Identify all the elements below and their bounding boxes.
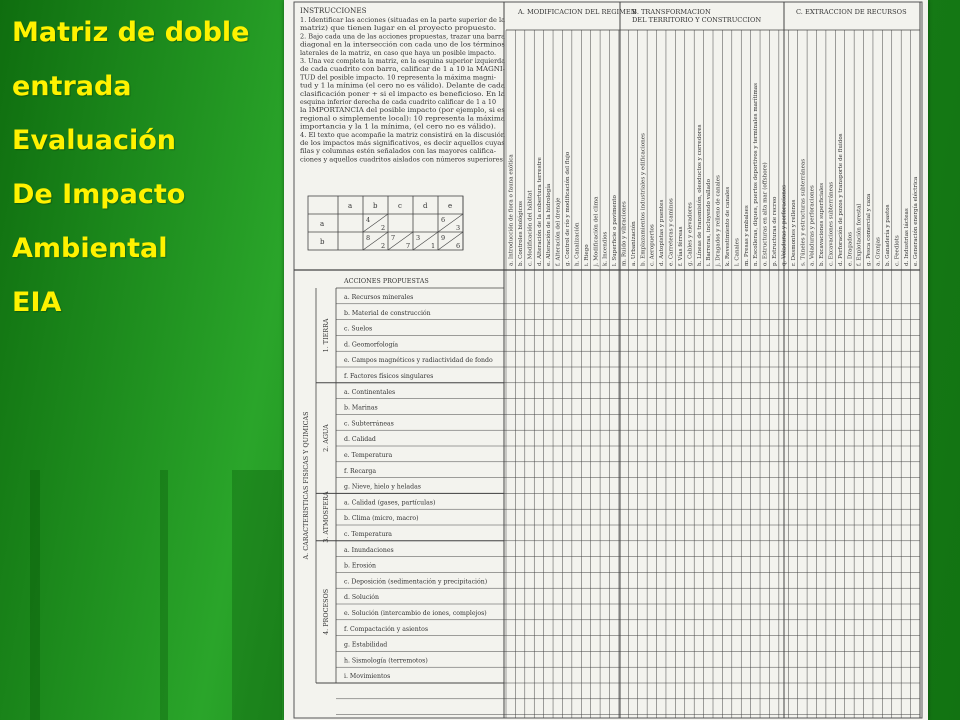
row-header-label: b. Erosión xyxy=(344,562,376,570)
instructions-line: 3. Una vez completa la matriz, en la esquina superior izquierda xyxy=(300,58,506,65)
column-header-label: i. Riego xyxy=(583,244,590,266)
slide-title-line: Matriz de doble xyxy=(12,17,250,48)
column-header-label: h. Canalización xyxy=(574,222,581,266)
column-header-label: j. Dragados y relleno de canales xyxy=(715,175,722,266)
column-header-label: h. Líneas de transmisión, oleoductos y corredores xyxy=(696,124,703,266)
instructions-line: matriz) que tienen lugar en el proyecto propuesto. xyxy=(300,25,497,33)
example-magnitude: 4 xyxy=(366,216,371,224)
row-header-label: c. Temperatura xyxy=(344,531,392,538)
column-header-label: g. Control de río y modificación del flujo xyxy=(565,151,572,266)
column-header-label: b. Emplazamientos industriales y edificaciones xyxy=(640,133,647,266)
instructions-line: regional o simplemente local): 10 representa la máxima xyxy=(300,115,506,123)
instructions-line: TUD del posible impacto. 10 representa la máxima magni- xyxy=(300,74,496,82)
column-header-label: e. Generación energía eléctrica xyxy=(913,176,920,266)
example-grid xyxy=(308,196,463,250)
column-header-label: b. Excavaciones superficiales xyxy=(819,182,826,266)
slide-title-line: EIA xyxy=(12,287,62,318)
column-header-label: c. Modificación del hábitat xyxy=(527,190,534,266)
column-group-label: B. TRANSFORMACION xyxy=(632,8,711,16)
slide-title-line: entrada xyxy=(12,71,132,102)
instructions-line: filas y columnas estén señalados con las mayores califica- xyxy=(300,148,496,156)
row-group-label: 4. PROCESOS xyxy=(322,588,330,635)
column-header-label: b. Controles biológicos xyxy=(517,200,524,266)
row-header-label: d. Solución xyxy=(344,594,379,602)
slide-title-line: Ambiental xyxy=(12,233,168,264)
row-header-label: d. Geomorfología xyxy=(344,341,399,349)
row-header-label: c. Suelos xyxy=(344,325,373,333)
column-header-label: a. Urbanización xyxy=(630,221,637,266)
column-header-label: b. Ganadería y pastos xyxy=(884,204,891,266)
example-magnitude: 3 xyxy=(416,234,421,242)
column-header-label: d. Perforación de pozos y transporte de fluidos xyxy=(837,133,844,266)
example-importance: 2 xyxy=(381,224,386,232)
column-header-label: f. Alteración del drenaje xyxy=(555,197,562,266)
example-importance: 6 xyxy=(456,242,461,250)
column-header-label: p. Estructuras de recreo xyxy=(772,196,779,266)
row-group-label: 3. ATMOSFERA xyxy=(322,491,330,543)
column-header-label: l. Superficie o pavimento xyxy=(612,195,619,266)
example-magnitude: 7 xyxy=(391,234,396,242)
row-header-label: g. Nieve, hielo y heladas xyxy=(344,483,421,491)
slide-title xyxy=(12,6,274,330)
instructions-line: de los impactos más significativos, es decir aquellos cuyas xyxy=(300,140,505,147)
row-group-label: 1. TIERRA xyxy=(322,318,330,353)
column-header-label: g. Pesca comercial y caza xyxy=(866,193,873,266)
example-magnitude: 8 xyxy=(366,234,371,242)
instructions-line: laterales de la matriz, en caso que haya un posible impacto. xyxy=(300,49,497,57)
row-header-label: h. Sismología (terremotos) xyxy=(344,657,428,665)
row-header-label: a. Recursos minerales xyxy=(344,294,414,301)
column-header-label: m. Ruido y vibraciones xyxy=(621,201,628,266)
example-magnitude: 9 xyxy=(441,234,446,242)
row-header-label: e. Temperatura xyxy=(344,452,393,459)
column-header-label: a. Granjas xyxy=(875,237,882,266)
outer-category-label: A. CARACTERISTICAS FISICAS Y QUIMICAS xyxy=(302,411,310,560)
example-column-label: a xyxy=(348,202,353,210)
column-header-label: e. Carreteras y caminos xyxy=(668,198,675,266)
row-header-label: c. Subterráneas xyxy=(344,420,394,428)
row-header-label: i. Movimientos xyxy=(344,673,391,681)
instructions-line: tud y 1 la mínima (el cero no es válido). Delante de cada xyxy=(300,82,506,90)
column-header-label: r. Desmontes y rellenos xyxy=(790,199,797,266)
instructions-line: 4. El texto que acompañe la matriz consistirá en la discusión xyxy=(300,131,506,139)
row-header-title: ACCIONES PROPUESTAS xyxy=(344,277,429,285)
instructions-line: esquina inferior derecha de cada cuadrito calificar de 1 a 10 xyxy=(300,99,497,106)
column-header-label: e. Alteración de la hidrología xyxy=(546,183,553,266)
row-group-label: 2. AGUA xyxy=(322,424,330,452)
row-header-label: a. Continentales xyxy=(344,388,396,396)
row-header-label: b. Material de construcción xyxy=(344,309,431,317)
column-header-label: a. Introducción de flora o fauna exótica xyxy=(508,154,515,266)
column-header-label: e. Dragados xyxy=(847,231,854,266)
instructions-line: importancia y la 1 la mínima, (el cero no es válido). xyxy=(300,123,497,131)
row-header-label: e. Solución (intercambio de iones, complejos) xyxy=(344,610,487,617)
scanned-matrix-document xyxy=(284,0,928,720)
column-header-label: k. Incendios xyxy=(602,231,609,266)
example-importance: 1 xyxy=(431,242,436,250)
column-header-label: g. Cables y elevadores xyxy=(687,202,694,266)
row-header-label: f. Recarga xyxy=(344,467,377,475)
instructions-heading: INSTRUCCIONES xyxy=(300,6,367,15)
example-column-label: d xyxy=(423,202,428,210)
row-header-label: f. Factores físicos singulares xyxy=(344,373,434,380)
column-header-label: c. Feedlots xyxy=(894,235,901,266)
example-importance: 2 xyxy=(381,242,386,250)
example-importance: 3 xyxy=(456,224,461,232)
example-column-label: c xyxy=(398,202,402,210)
example-column-label: b xyxy=(373,202,378,210)
instructions-line: clasificación poner + si el impacto es beneficioso. En la xyxy=(300,90,506,98)
column-group-label: C. EXTRACCION DE RECURSOS xyxy=(796,8,907,16)
column-header-label: l. Canales xyxy=(734,238,741,266)
slide-title-line: De Impacto xyxy=(12,179,186,210)
column-header-label: d. Industrias lácteas xyxy=(903,208,910,266)
column-header-label: d. Alteración de la cobertura terrestre xyxy=(536,157,543,266)
column-header-label: f. Explotación forestal xyxy=(856,203,863,266)
row-header-label: b. Marinas xyxy=(344,404,378,412)
row-header-label: e. Campos magnéticos y radiactividad de fondo xyxy=(344,357,493,365)
column-header-label: j. Modificación del clima xyxy=(593,196,600,266)
instructions-line: ciones y aquellos cuadritos aislados con números superiores. xyxy=(300,156,506,164)
row-header-label: d. Calidad xyxy=(344,436,376,444)
instructions-line: la IMPORTANCIA del posible impacto (por ejemplo, si es xyxy=(300,107,505,115)
row-header-label: a. Calidad (gases, partículas) xyxy=(344,499,436,507)
column-header-label: n. Escolleras, diques, puertos deportivos y terminales marítimas xyxy=(753,83,760,266)
example-importance: 7 xyxy=(406,242,411,250)
column-header-label: q. Voladuras y perforaciones xyxy=(781,184,788,266)
column-header-label: a. Voladuras y perforaciones xyxy=(809,185,816,266)
background-stripe xyxy=(232,470,282,720)
column-header-label: d. Autopistas y puentes xyxy=(659,199,666,266)
row-header-label: g. Estabilidad xyxy=(344,641,388,649)
row-header-label: f. Compactación y asientos xyxy=(344,625,429,633)
column-header-label: i. Barreras, incluyendo vallado xyxy=(706,179,713,266)
background-stripe xyxy=(160,470,168,720)
example-row-label: b xyxy=(320,238,325,246)
column-header-label: s. Túneles y estructuras subterráneas xyxy=(800,158,807,266)
row-header-label: a. Inundaciones xyxy=(344,546,394,554)
column-header-label: c. Aeropuertos xyxy=(649,224,656,266)
row-header-label: b. Clima (micro, macro) xyxy=(344,515,419,523)
column-header-label: o. Estructuras en alta mar (offshore) xyxy=(762,162,769,266)
instructions-line: 1. Identificar las acciones (situadas en la parte superior de la xyxy=(300,17,506,24)
background-stripe xyxy=(30,470,40,720)
column-header-label: c. Excavaciones subterráneas xyxy=(828,181,835,266)
instructions-line: de cada cuadrito con barra, calificar de 1 a 10 la MAGNI- xyxy=(300,66,505,74)
instructions-line: diagonal en la intersección con cada uno de los términos xyxy=(300,41,505,49)
column-header-label: f. Vías férreas xyxy=(677,226,684,266)
example-row-label: a xyxy=(320,220,325,228)
row-header-label: c. Deposición (sedimentación y precipitación) xyxy=(344,578,488,586)
example-magnitude: 6 xyxy=(441,216,446,224)
leopold-matrix xyxy=(284,0,928,720)
instructions-line: 2. Bajo cada una de las acciones propuestas, trazar una barra xyxy=(300,33,506,41)
example-column-label: e xyxy=(448,202,453,210)
column-group-label: DEL TERRITORIO Y CONSTRUCCION xyxy=(632,16,762,24)
column-header-label: k. Revestimiento de canales xyxy=(724,186,731,266)
slide-title-line: Evaluación xyxy=(12,125,176,156)
column-header-label: m. Presas y embalses xyxy=(743,205,750,266)
column-group-label: A. MODIFICACION DEL REGIMEN xyxy=(518,8,637,16)
